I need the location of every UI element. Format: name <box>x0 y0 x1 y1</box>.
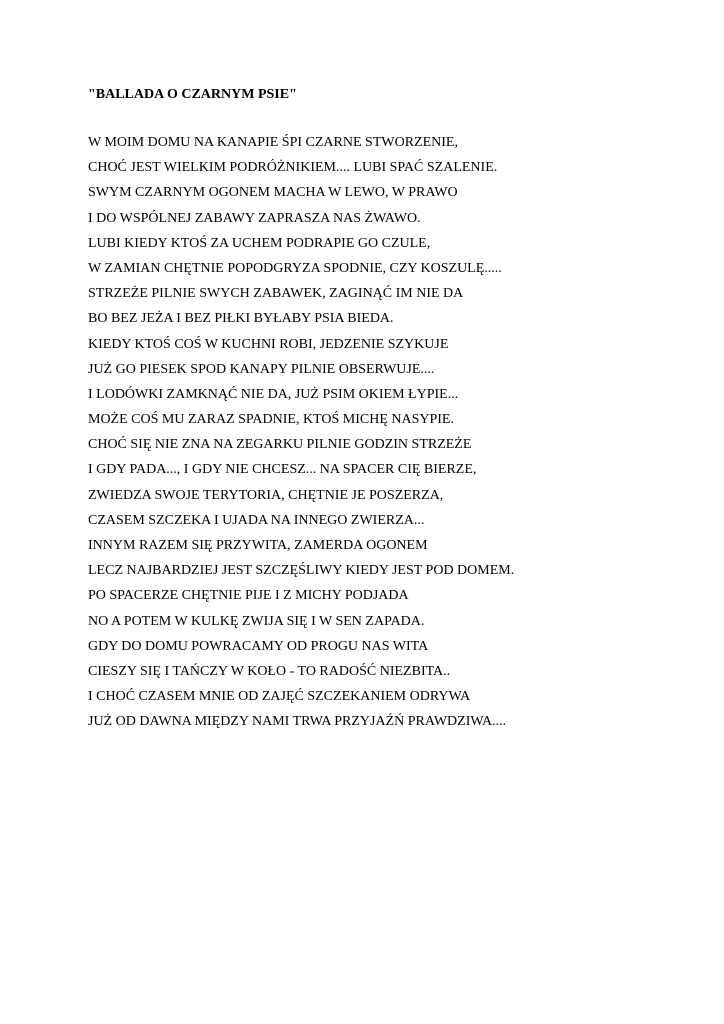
poem-line: I LODÓWKI ZAMKNĄĆ NIE DA, JUŻ PSIM OKIEM ŁYPIE... <box>88 386 459 402</box>
poem-line: CZASEM SZCZEKA I UJADA NA INNEGO ZWIERZA... <box>88 512 425 528</box>
poem-line: PO SPACERZE CHĘTNIE PIJE I Z MICHY PODJADA <box>88 588 409 604</box>
poem-line: LUBI KIEDY KTOŚ ZA UCHEM PODRAPIE GO CZULE, <box>88 235 431 251</box>
poem-line: JUŻ GO PIESEK SPOD KANAPY PILNIE OBSERWUJE.... <box>88 361 435 377</box>
poem-line: LECZ NAJBARDZIEJ JEST SZCZĘŚLIWY KIEDY JEST POD DOMEM. <box>88 563 515 579</box>
poem-line: SWYM CZARNYM OGONEM MACHA W LEWO, W PRAWO <box>88 185 458 201</box>
poem-line: CIESZY SIĘ I TAŃCZY W KOŁO - TO RADOŚĆ NIEZBITA.. <box>88 663 451 679</box>
poem-line: STRZEŻE PILNIE SWYCH ZABAWEK, ZAGINĄĆ IM NIE DA <box>88 286 464 302</box>
poem-line: ZWIEDZA SWOJE TERYTORIA, CHĘTNIE JE POSZERZA, <box>88 487 444 503</box>
poem-line: W MOIM DOMU NA KANAPIE ŚPI CZARNE STWORZENIE, <box>88 135 458 150</box>
poem-line: JUŻ OD DAWNA MIĘDZY NAMI TRWA PRZYJAŹŃ PRAWDZIWA.... <box>88 714 507 730</box>
poem-line: CHOĆ JEST WIELKIM PODRÓŻNIKIEM.... LUBI SPAĆ SZALENIE. <box>88 160 498 176</box>
poem-line: KIEDY KTOŚ COŚ W KUCHNI ROBI, JEDZENIE SZYKUJE <box>88 336 449 352</box>
poem-line: GDY DO DOMU POWRACAMY OD PROGU NAS WITA <box>88 638 429 654</box>
poem-line: NO A POTEM W KULKĘ ZWIJA SIĘ I W SEN ZAPADA. <box>88 613 425 629</box>
poem-line: BO BEZ JEŻA I BEZ PIŁKI BYŁABY PSIA BIEDA. <box>88 311 394 327</box>
poem-title: "BALLADA O CZARNYM PSIE" <box>88 87 297 102</box>
poem-line: INNYM RAZEM SIĘ PRZYWITA, ZAMERDA OGONEM <box>88 538 428 553</box>
poem-line: MOŻE COŚ MU ZARAZ SPADNIE, KTOŚ MICHĘ NASYPIE. <box>88 412 454 428</box>
poem-line: I CHOĆ CZASEM MNIE OD ZAJĘĆ SZCZEKANIEM ODRYWA <box>88 689 471 705</box>
poem-line: W ZAMIAN CHĘTNIE POPODGRYZA SPODNIE, CZY KOSZULĘ..... <box>88 260 502 276</box>
poem-line: CHOĆ SIĘ NIE ZNA NA ZEGARKU PILNIE GODZIN STRZEŻE <box>88 437 472 453</box>
poem-line: I DO WSPÓLNEJ ZABAWY ZAPRASZA NAS ŻWAWO. <box>88 210 421 226</box>
poem-body <box>88 134 514 739</box>
poem-line: I GDY PADA..., I GDY NIE CHCESZ... NA SPACER CIĘ BIERZE, <box>88 462 477 478</box>
